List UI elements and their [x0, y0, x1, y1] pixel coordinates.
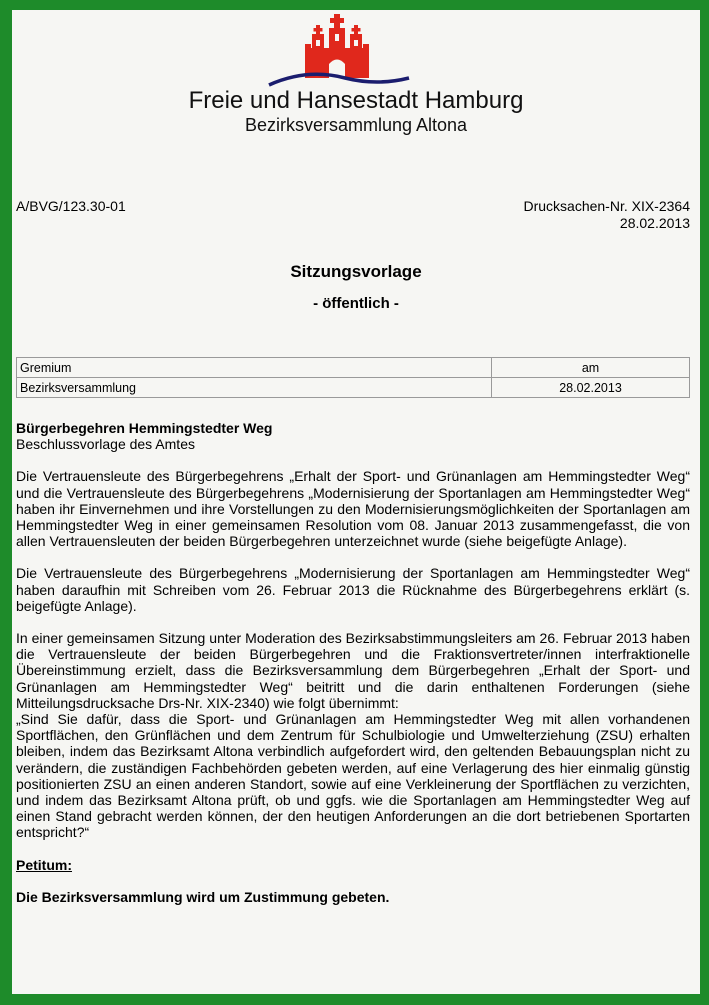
committee-table — [16, 357, 690, 398]
document-title: Sitzungsvorlage — [290, 262, 422, 281]
table-header-cell: Gremium — [17, 358, 492, 378]
print-number: Drucksachen-Nr. XIX-2364 — [523, 198, 690, 214]
file-number: A/BVG/123.30-01 — [16, 198, 126, 214]
org-title: Freie und Hansestadt Hamburg — [188, 87, 524, 114]
petitum-text: Die Bezirksversammlung wird um Zustimmung gebeten. — [16, 888, 390, 905]
petitum-heading: Petitum: — [16, 856, 72, 873]
org-subtitle: Bezirksversammlung Altona — [244, 115, 468, 135]
paragraph: Die Vertrauensleute des Bürgerbegehrens „Erhalt der Sport- und Grünanlagen am Hemmingstedter Weg“ und die Vertrauensleute des Bürgerbegehrens „Modernisierung der Sportanlagen am Hemmingstedter Weg“ haben ihr Einvernehmen und ihre Vorstellungen zu den Modernisierungsmöglichkeiten der Sportanlagen am Hemmingstedter Weg in einer gemeinsamen Resolution vom 08. Januar 2013 zusammengefasst, die von allen Vertrauensleuten der beiden Bürgerbegehren unterzeichnet wurde (siehe beigefügte Anlage). — [16, 468, 690, 550]
print-reference — [523, 198, 690, 232]
visibility-label: - öffentlich - — [313, 295, 399, 312]
table-header-row — [17, 358, 690, 378]
hamburg-castle-icon — [257, 12, 417, 90]
subject-subline: Beschlussvorlage des Amtes — [16, 436, 195, 453]
quoted-question: „Sind Sie dafür, dass die Sport- und Grünanlagen am Hemmingstedter Weg mit allen vorhandenen Sportflächen, den Grünflächen und dem Zentrum für Schulbiologie und Umwelterziehung (ZSU) erhalten bleiben, indem das Bezirksamt Altona verbindlich aufgefordert wird, den geltenden Bebauungsplan nicht zu verändern, die zuständigen Fachbehörden gebeten werden, auf eine Verlagerung des hier einmalig günstig positionierten ZSU an einen anderen Standort, sowie auf eine Verkleinerung der Sportflächen zu verzichten, und indem das Bezirksamt Altona prüft, ob und ggfs. wie die Sportanlagen am Hemmingstedter Weg auf einen Stand gebracht werden können, der den heutigen Anforderungen an die dort betriebenen Sportarten entspricht?“ — [16, 711, 690, 841]
table-row — [17, 378, 690, 398]
document-date: 28.02.2013 — [619, 215, 690, 231]
table-cell: Bezirksversammlung — [17, 378, 492, 398]
document-page — [12, 10, 700, 994]
subject-heading: Bürgerbegehren Hemmingstedter Weg — [16, 420, 273, 436]
document-body — [16, 420, 690, 905]
table-header-cell: am — [492, 358, 690, 378]
table-cell: 28.02.2013 — [492, 378, 690, 398]
paragraph: Die Vertrauensleute des Bürgerbegehrens „Modernisierung der Sportanlagen am Hemmingstedter Weg“ haben daraufhin mit Schreiben vom 26. Februar 2013 die Rücknahme des Bürgerbegehrens erklärt (s. beigefügte Anlage). — [16, 565, 690, 614]
paragraph: In einer gemeinsamen Sitzung unter Moderation des Bezirksabstimmungsleiters am 26. Februar 2013 haben die Vertrauensleute der beiden Bürgerbegehren und die Fraktionsvertreter/innen interfraktionelle Übereinstimmung erzielt, dass die Bezirksversammlung dem Bürgerbegehren „Erhalt der Sport- und Grünanlagen am Hemmingstedter Weg“ beitritt und die darin enthaltenen Forderungen (siehe Mitteilungsdrucksache Drs-Nr. XIX-2340) wie folgt übernimmt: — [16, 630, 690, 711]
